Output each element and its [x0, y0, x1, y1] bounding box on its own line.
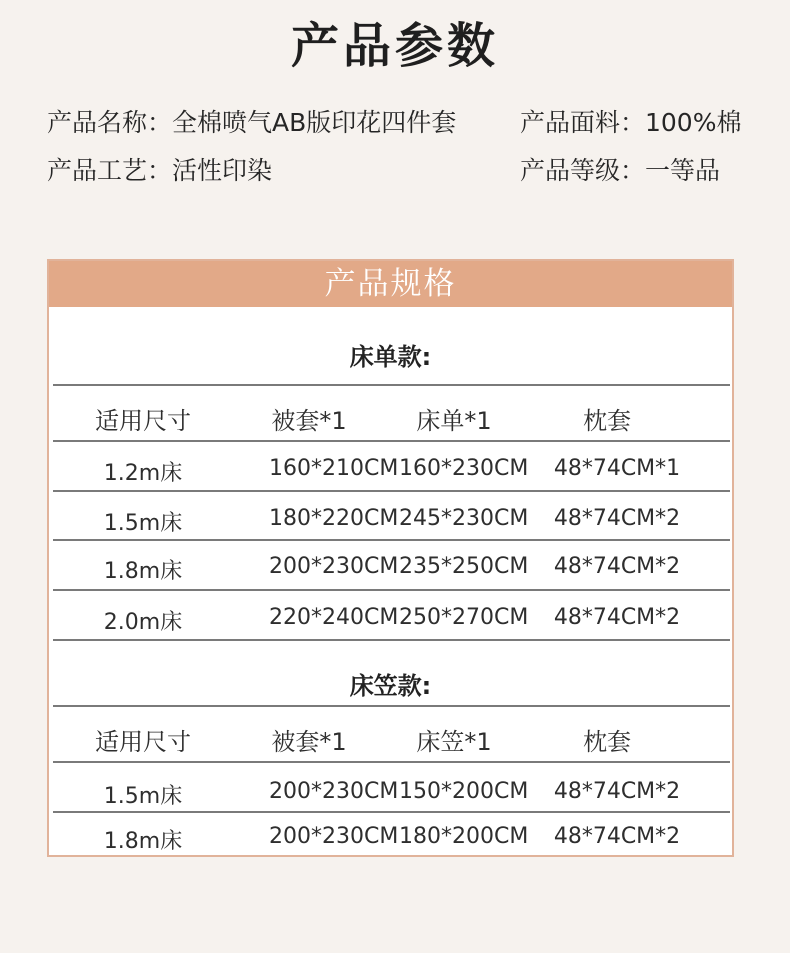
param-fabric: 产品面料：100%棉: [520, 108, 742, 137]
table-cell-sheet: 245*230CM: [399, 506, 529, 531]
table-cell-size: 1.2m床: [103, 461, 183, 486]
spec-card: [47, 259, 734, 857]
table-cell-fitted-sheet: 180*200CM: [399, 824, 529, 849]
column-header-pillowcase: 枕套: [583, 728, 631, 756]
table-cell-size: 1.5m床: [103, 511, 183, 536]
table-cell-duvet: 200*230CM: [269, 779, 399, 804]
table-cell-fitted-sheet: 150*200CM: [399, 779, 529, 804]
table-cell-size: 1.8m床: [103, 829, 183, 854]
divider: [53, 761, 730, 763]
table-cell-pillowcase: 48*74CM*2: [553, 506, 681, 531]
section-title-fitted-sheet: 床笠款:: [349, 672, 432, 700]
divider: [53, 589, 730, 591]
table-cell-duvet: 200*230CM: [269, 554, 399, 579]
divider: [53, 440, 730, 442]
table-cell-sheet: 160*230CM: [399, 456, 529, 481]
table-cell-duvet: 200*230CM: [269, 824, 399, 849]
table-cell-duvet: 220*240CM: [269, 605, 399, 630]
table-cell-pillowcase: 48*74CM*1: [553, 456, 681, 481]
table-cell-duvet: 160*210CM: [269, 456, 399, 481]
divider: [53, 384, 730, 386]
column-header-size: 适用尺寸: [95, 407, 191, 435]
table-cell-size: 2.0m床: [103, 610, 183, 635]
divider: [53, 490, 730, 492]
table-cell-pillowcase: 48*74CM*2: [553, 554, 681, 579]
param-product-name: 产品名称：全棉喷气AB版印花四件套: [47, 108, 457, 137]
divider: [53, 811, 730, 813]
column-header-fitted-sheet: 床笠*1: [416, 728, 492, 756]
table-cell-sheet: 250*270CM: [399, 605, 529, 630]
spec-card-header: 产品规格: [49, 261, 732, 307]
table-cell-pillowcase: 48*74CM*2: [553, 779, 681, 804]
table-cell-pillowcase: 48*74CM*2: [553, 605, 681, 630]
table-cell-sheet: 235*250CM: [399, 554, 529, 579]
divider: [53, 705, 730, 707]
section-title-flat-sheet: 床单款:: [349, 343, 432, 371]
divider: [53, 639, 730, 641]
table-cell-duvet: 180*220CM: [269, 506, 399, 531]
column-header-sheet: 床单*1: [416, 407, 492, 435]
divider: [53, 539, 730, 541]
column-header-duvet: 被套*1: [271, 728, 347, 756]
column-header-size: 适用尺寸: [95, 728, 191, 756]
table-cell-size: 1.5m床: [103, 784, 183, 809]
param-grade: 产品等级：一等品: [520, 156, 721, 185]
page-title: 产品参数: [290, 18, 499, 74]
column-header-pillowcase: 枕套: [583, 407, 631, 435]
table-cell-pillowcase: 48*74CM*2: [553, 824, 681, 849]
table-cell-size: 1.8m床: [103, 559, 183, 584]
column-header-duvet: 被套*1: [271, 407, 347, 435]
param-craft: 产品工艺：活性印染: [47, 156, 273, 185]
